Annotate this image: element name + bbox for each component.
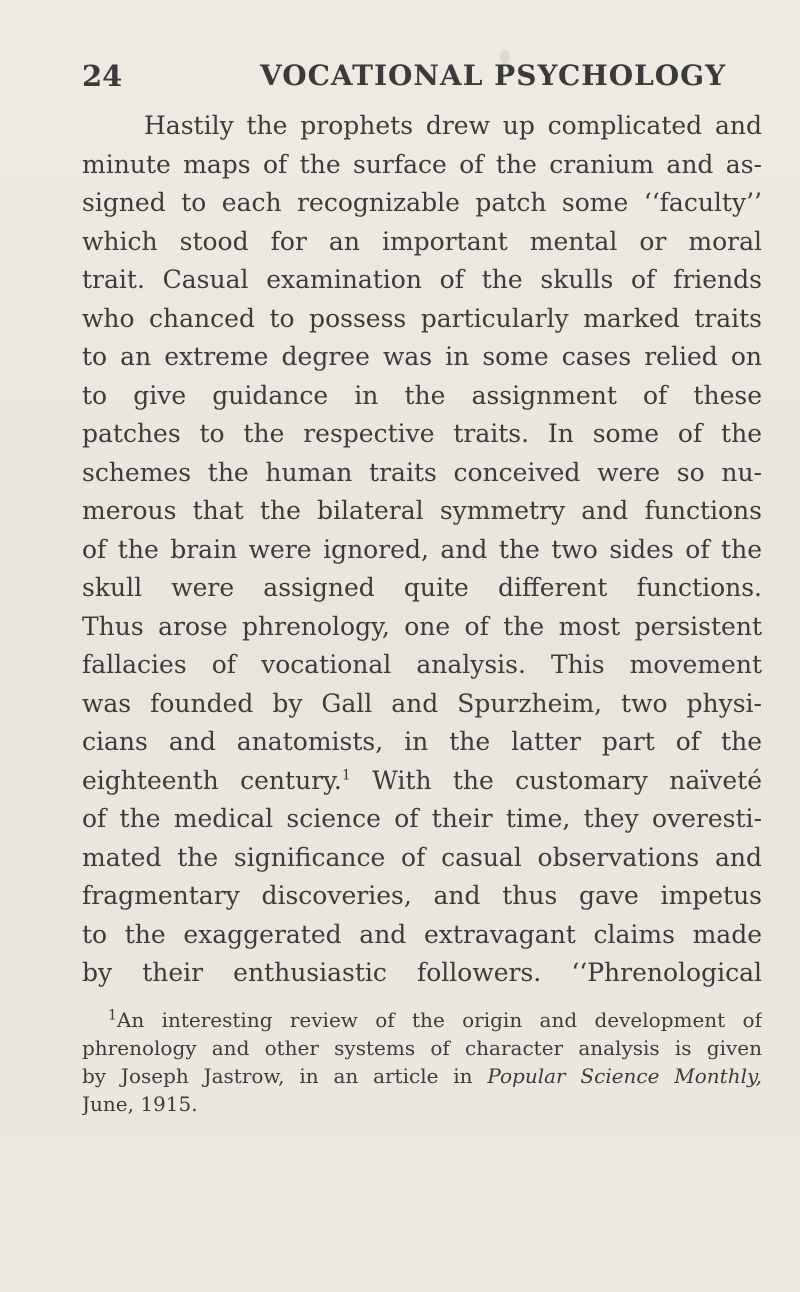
text-line: minute maps of the surface of the cranium and as-	[82, 149, 762, 179]
page-header	[0, 55, 800, 103]
text-line: which stood for an important mental or moral	[82, 226, 762, 256]
text-line: signed to each recognizable patch some ‘‘faculty’’	[82, 188, 762, 217]
text-line: Thus arose phrenology, one of the most persistent	[82, 611, 762, 641]
text-line: of the brain were ignored, and the two sides of the	[82, 534, 762, 564]
text-line: schemes the human traits conceived were so nu-	[82, 457, 762, 487]
footnote-line: phrenology and other systems of character analysis is given	[82, 1036, 762, 1060]
text-line: Hastily the prophets drew up complicated and	[144, 111, 762, 140]
text-line: by their enthusiastic followers. ‘‘Phrenological	[82, 958, 762, 987]
text-line: mated the significance of casual observations and	[82, 842, 762, 872]
text-line: to an extreme degree was in some cases relied on	[82, 342, 762, 371]
footnote-marker: 1	[108, 1007, 117, 1024]
text-line-with-footnote-ref	[82, 762, 762, 801]
body-paragraph	[82, 107, 762, 993]
text-line: fragmentary discoveries, and thus gave impetus	[82, 881, 762, 910]
text-line: of the medical science of their time, they overesti-	[82, 804, 762, 833]
footnote-text: An interesting review of the origin and development of	[116, 1008, 762, 1032]
text-line: merous that the bilateral symmetry and functions	[82, 496, 762, 525]
text-line: trait. Casual examination of the skulls of friends	[82, 265, 762, 294]
footnote-line	[82, 1006, 762, 1034]
page-number: 24	[82, 59, 123, 93]
footnote	[82, 1006, 762, 1118]
text-line: patches to the respective traits. In some of the	[82, 419, 762, 448]
text-line: fallacies of vocational analysis. This movement	[82, 650, 762, 679]
text-line: skull were assigned quite different functions.	[82, 573, 762, 602]
text-line: to the exaggerated and extravagant claims made	[82, 919, 762, 949]
footnote-text: by Joseph Jastrow, in an article in	[82, 1064, 488, 1088]
running-title: VOCATIONAL PSYCHOLOGY	[260, 59, 727, 92]
text-fragment: With the customary naïveté	[350, 765, 762, 795]
text-line: cians and anatomists, in the latter part of the	[82, 727, 762, 756]
text-fragment: eighteenth century.	[82, 765, 342, 795]
text-line: was founded by Gall and Spurzheim, two physi-	[82, 688, 762, 718]
text-line: who chanced to possess particularly marked traits	[82, 303, 762, 333]
text-line: to give guidance in the assignment of these	[82, 380, 762, 410]
footnote-line: June, 1915.	[82, 1092, 198, 1116]
footnote-line	[82, 1062, 762, 1090]
journal-title: Popular Science Monthly,	[487, 1064, 762, 1088]
footnote-ref: 1	[341, 767, 351, 784]
